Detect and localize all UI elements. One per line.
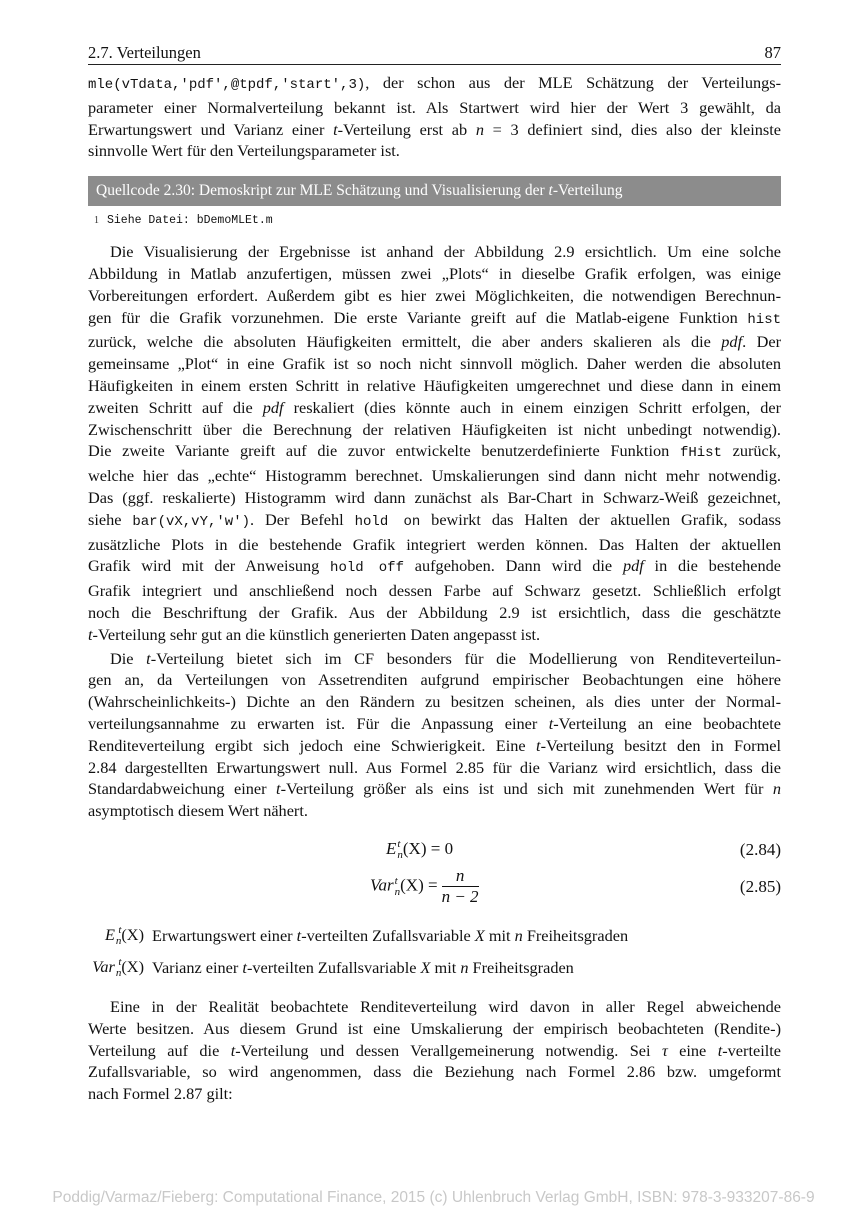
math-var: t bbox=[88, 624, 93, 644]
text-span: -Verteilung und dessen Verallgemeinerung notwendig. Sei bbox=[235, 1040, 662, 1060]
math-var: t bbox=[230, 1040, 236, 1060]
running-header bbox=[88, 42, 781, 65]
text-line: Eine in der Realität beobachtete Renditeverteilung wird davon in aller Regel abweichende bbox=[110, 996, 781, 1016]
text-line: asymptotisch diesem Wert nähert. bbox=[88, 801, 308, 821]
math-eq: = bbox=[427, 875, 438, 895]
subscript: n bbox=[115, 935, 122, 948]
math-var: n bbox=[514, 925, 523, 945]
text-span: Varianz einer bbox=[152, 957, 243, 977]
text-span: Grafik wird mit der Anweisung bbox=[88, 556, 331, 576]
text-span: = 3 definiert sind, dies also der kleinste bbox=[483, 119, 781, 139]
text-line: sinnvolle Wert für den Verteilungsparameter ist. bbox=[88, 141, 400, 161]
superscript: t bbox=[394, 874, 398, 887]
text-span: Verteilung auf die bbox=[88, 1040, 231, 1060]
text-line: 2.84 dargestellten Erwartungswert null. Aus Formel 2.85 für die Varianz wird ersichtlich, dass die bbox=[88, 757, 781, 777]
math-var: τ bbox=[661, 1040, 668, 1060]
listing-caption bbox=[88, 176, 781, 206]
text-line: parameter einer Normalverteilung bekannt ist. Als Startwert wird hier der Wert 3 gewählt, da bbox=[88, 97, 781, 117]
equation-expression bbox=[88, 866, 740, 907]
math-rhs: = 0 bbox=[430, 838, 454, 858]
math-var: n bbox=[475, 119, 484, 139]
text-span: -Verteilung erst ab bbox=[337, 119, 476, 139]
text-line: zusätzliche Plots in die bestehende Grafik integriert werden können. Das Halten der aktuellen bbox=[88, 534, 781, 554]
math-var: X bbox=[420, 957, 431, 977]
math-symbol: E bbox=[104, 924, 115, 944]
math-var: t bbox=[717, 1040, 723, 1060]
subscript: n bbox=[394, 885, 401, 898]
text-span: , der schon aus der MLE Schätzung der Verteilungs- bbox=[365, 73, 781, 92]
text-span: Standardabweichung einer bbox=[88, 779, 277, 799]
text-line bbox=[88, 648, 781, 670]
text-line: Häufigkeiten in einem ersten Schritt in relative Häufigkeiten umgerechnet und diese dann in einem bbox=[88, 375, 781, 395]
text-line bbox=[88, 778, 781, 800]
paragraph-mle-start bbox=[88, 72, 781, 162]
superscript: t bbox=[397, 837, 401, 850]
text-line: gemeinsame „Plot“ in eine Grafik ist so noch nicht sinnvoll möglich. Daher werden die absoluten bbox=[88, 354, 781, 374]
text-span: reskaliert (dies könnte auch in einem einzigen Schritt erfolgen, der bbox=[283, 397, 782, 417]
text-span: Die zweite Variante greift auf die zuvor entwickelte benutzerdefinierte Funktion bbox=[88, 441, 680, 461]
text-line: (Wahrscheinlichkeits-) Dichte an den Rändern zu besitzen scheinen, als dies unter der Normal- bbox=[88, 692, 781, 712]
text-span: -Verteilung größer als eins ist und sich mit zunehmenden Wert für bbox=[280, 779, 773, 799]
math-var: n bbox=[772, 779, 782, 799]
paragraph-visualization bbox=[88, 241, 781, 645]
equation-expression bbox=[88, 839, 740, 861]
math-var: t bbox=[296, 925, 302, 945]
text-span: -Verteilung bietet sich im CF besonders für die Modellierung von Renditeverteilun- bbox=[150, 648, 781, 668]
superscript: t bbox=[118, 924, 122, 937]
text-span: mit bbox=[484, 925, 515, 945]
text-span: Die bbox=[110, 648, 147, 668]
text-span: Freiheitsgraden bbox=[468, 957, 574, 977]
legend-description bbox=[152, 926, 781, 946]
text-span: -Verteilung an eine beobachtete bbox=[553, 713, 781, 733]
text-span: verteilungsannahme zu erwarten ist. Für die Anpassung einer bbox=[88, 713, 549, 733]
listing-code-line bbox=[88, 212, 781, 229]
text-span: . Der Befehl bbox=[250, 509, 355, 529]
text-line bbox=[88, 624, 781, 646]
text-span: Erwartungswert und Varianz einer bbox=[88, 119, 334, 139]
legend-symbol bbox=[48, 957, 144, 979]
fraction bbox=[442, 866, 479, 907]
math-arg: (X) bbox=[402, 838, 427, 858]
text-line: Abbildung in Matlab anzufertigen, müssen zwei „Plots“ in dieselbe Grafik erfolgen, was einige bbox=[88, 263, 781, 283]
text-line: Zufallsvariable, so wird angenommen, dass die Beziehung nach Formel 2.86 bzw. umgeformt bbox=[88, 1062, 781, 1082]
numerator: n bbox=[442, 866, 479, 887]
math-var: t bbox=[146, 648, 151, 668]
denominator: n − 2 bbox=[441, 887, 479, 907]
math-var: t bbox=[548, 182, 553, 200]
text-span: bewirkt das Halten der aktuellen Grafik, sodass bbox=[420, 509, 782, 529]
text-line bbox=[88, 307, 781, 332]
math-var: t bbox=[548, 713, 554, 733]
text-span: in die bestehende bbox=[643, 556, 782, 576]
superscript: t bbox=[118, 956, 122, 969]
page bbox=[88, 0, 781, 1105]
text-line: nach Formel 2.87 gilt: bbox=[88, 1084, 233, 1104]
text-span: Quellcode 2.30: Demoskript zur MLE Schätzung und Visualisierung der bbox=[96, 182, 549, 200]
text-span: zurück, bbox=[721, 441, 781, 461]
text-span: -Verteilung bbox=[552, 182, 623, 200]
text-line bbox=[88, 735, 781, 757]
line-number: 1 bbox=[94, 215, 99, 227]
text-line: Grafik integriert und anschließend noch dessen Farbe auf Schwarz gesetzt. Schließlich erfolgt bbox=[88, 581, 781, 601]
copyright-footer: Poddig/Varmaz/Fieberg: Computational Finance, 2015 (c) Uhlenbruch Verlag GmbH, ISBN: 978-3-933207-86-9 bbox=[52, 1189, 815, 1206]
text-line bbox=[88, 713, 781, 735]
text-line bbox=[88, 397, 781, 419]
text-span: aufgehoben. Dann wird die bbox=[403, 556, 623, 576]
page-number: 87 bbox=[764, 43, 781, 62]
text-line bbox=[88, 555, 781, 580]
text-line: Das (ggf. reskalierte) Histogramm wird dann zunächst als Bar-Chart in Schwarz-Weiß gezeichnet, bbox=[88, 487, 781, 507]
equation-2-84 bbox=[88, 836, 781, 864]
text-line bbox=[88, 440, 781, 465]
symbol-legend-row bbox=[88, 920, 781, 952]
math-symbol: Var bbox=[370, 875, 394, 895]
math-var: pdf bbox=[622, 556, 644, 576]
text-span: -verteilten Zufallsvariable bbox=[301, 925, 475, 945]
subscript: n bbox=[115, 967, 122, 980]
text-span: -Verteilung besitzt den in Formel bbox=[540, 735, 781, 755]
legend-description bbox=[152, 958, 781, 978]
inline-code: mle(vTdata,'pdf',@tpdf,'start',3) bbox=[88, 77, 366, 93]
text-line: welche hier das „echte“ Histogramm berechnet. Umskalierungen sind dann nicht mehr notwendig. bbox=[88, 466, 781, 486]
text-span: eine bbox=[667, 1040, 718, 1060]
symbol-legend-row bbox=[88, 952, 781, 984]
text-line bbox=[88, 331, 781, 353]
math-var: t bbox=[242, 957, 247, 977]
text-span: -verteilten Zufallsvariable bbox=[246, 957, 421, 977]
text-line: noch die Beschriftung der Grafik. Aus der Abbildung 2.9 ist ersichtlich, dass die geschätzte bbox=[88, 602, 781, 622]
math-var: t bbox=[333, 119, 338, 139]
math-arg: (X) bbox=[400, 875, 424, 895]
paragraph-rescaling bbox=[88, 996, 781, 1105]
text-span: siehe bbox=[88, 509, 133, 529]
code-text: Siehe Datei: bDemoMLEt.m bbox=[107, 214, 273, 228]
legend-symbol bbox=[48, 925, 144, 947]
section-title: 2.7. Verteilungen bbox=[88, 43, 201, 62]
text-span: mit bbox=[430, 957, 461, 977]
inline-code: bar(vX,vY,'w') bbox=[132, 513, 250, 530]
math-var: t bbox=[276, 779, 281, 799]
text-span: -verteilte bbox=[722, 1040, 781, 1060]
text-line bbox=[88, 509, 781, 534]
math-var: n bbox=[460, 957, 469, 977]
paragraph-t-distribution bbox=[88, 648, 781, 822]
subscript: n bbox=[397, 848, 403, 861]
inline-code: fHist bbox=[679, 445, 722, 462]
text-span: Freiheitsgraden bbox=[522, 925, 629, 945]
equation-block bbox=[88, 836, 781, 910]
text-line: gen an, da Verteilungen von Assetrenditen aufgrund empirischer Beobachtungen eine höhere bbox=[88, 670, 781, 690]
text-span: . Der bbox=[742, 332, 781, 352]
text-line bbox=[88, 72, 781, 97]
math-var: X bbox=[474, 925, 485, 945]
equation-number: (2.84) bbox=[739, 839, 781, 859]
math-var: t bbox=[536, 735, 541, 755]
text-span: zweiten Schritt auf die bbox=[88, 397, 263, 417]
text-line: Vorbereitungen erfordert. Außerdem gibt es hier zwei Möglichkeiten, die notwendigen Berechnun- bbox=[88, 285, 781, 305]
math-var: pdf bbox=[262, 397, 284, 417]
math-symbol: E bbox=[386, 838, 397, 858]
text-line: Die Visualisierung der Ergebnisse ist anhand der Abbildung 2.9 ersichtlich. Um eine solche bbox=[110, 242, 781, 262]
equation-2-85 bbox=[88, 864, 781, 910]
math-var: pdf bbox=[721, 332, 743, 352]
text-line: Zwischenschritt über die Berechnung der relativen Häufigkeiten ist nicht unbedingt notwendig). bbox=[88, 419, 781, 439]
text-span: Renditeverteilung ergibt sich jedoch eine Schwierigkeit. Eine bbox=[88, 735, 537, 755]
text-line bbox=[88, 119, 781, 141]
inline-code: hold off bbox=[330, 560, 404, 577]
text-span: gen für die Grafik vorzunehmen. Die erste Variante greift auf die Matlab-eigene Funktion bbox=[88, 307, 748, 327]
text-line: Werte besitzen. Aus diesem Grund ist eine Umskalierung der empirisch beobachteten (Rendite-) bbox=[88, 1018, 781, 1038]
inline-code: hold on bbox=[354, 513, 421, 530]
math-arg: (X) bbox=[121, 956, 144, 976]
text-line bbox=[88, 1040, 781, 1062]
math-arg: (X) bbox=[121, 924, 144, 944]
text-span: zurück, welche die absoluten Häufigkeiten ermittelt, die aber anders skalieren als die bbox=[88, 332, 722, 352]
math-symbol: Var bbox=[92, 956, 115, 976]
symbol-legend bbox=[88, 920, 781, 984]
text-span: Erwartungswert einer bbox=[152, 925, 297, 945]
inline-code: hist bbox=[747, 311, 781, 328]
equation-number: (2.85) bbox=[739, 876, 781, 896]
text-span: -Verteilung sehr gut an die künstlich generierten Daten angepasst ist. bbox=[92, 624, 541, 644]
